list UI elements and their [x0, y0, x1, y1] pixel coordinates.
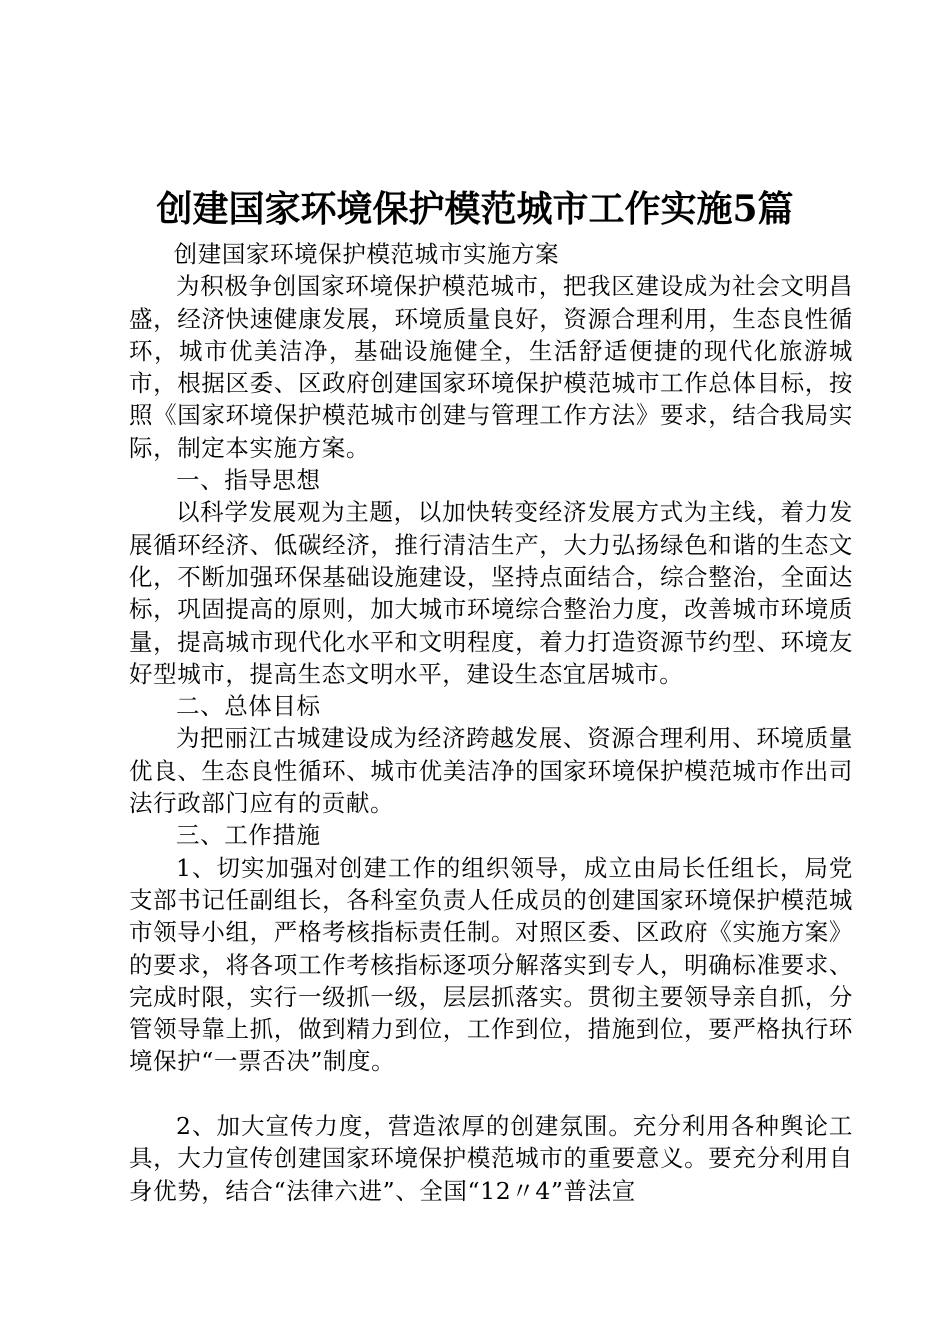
measure-2-paragraph: 2、加大宣传力度，营造浓厚的创建氛围。充分利用各种舆论工具，大力宣传创建国家环境保护模范城市的重要意义。要充分利用自身优势，结合“法律六进”、全国“12〃4”普法宣: [129, 1112, 853, 1205]
section-heading-work-measures: 三、工作措施: [176, 821, 321, 850]
guiding-thought-paragraph: 以科学发展观为主题，以加快转变经济发展方式为主线，着力发展循环经济、低碳经济，推行清洁生产，大力弘扬绿色和谐的生态文化，不断加强环保基础设施建设，坚持点面结合，综合整治，全面达标，巩固提高的原则，加大城市环境综合整治力度，改善城市环境质量，提高城市现代化水平和文明程度，着力打造资源节约型、环境友好型城市，提高生态文明水平，建设生态宜居城市。: [129, 498, 853, 688]
intro-paragraph: 为积极争创国家环境保护模范城市，把我区建设成为社会文明昌盛，经济快速健康发展，环境质量良好，资源合理利用，生态良性循环，城市优美洁净，基础设施健全，生活舒适便捷的现代化旅游城市，根据区委、区政府创建国家环境保护模范城市工作总体目标，按照《国家环境保护模范城市创建与管理工作方法》要求，结合我局实际，制定本实施方案。: [129, 272, 853, 462]
section-heading-guiding-thought: 一、指导思想: [176, 466, 321, 495]
paragraph-spacer: [129, 1078, 853, 1110]
document-subtitle: 创建国家环境保护模范城市实施方案: [173, 240, 560, 268]
measure-1-paragraph: 1、切实加强对创建工作的组织领导，成立由局长任组长，局党支部书记任副组长，各科室负责人任成员的创建国家环境保护模范城市领导小组，严格考核指标责任制。对照区委、区政府《实施方案》的要求，将各项工作考核指标逐项分解落实到专人，明确标准要求、完成时限，实行一级抓一级，层层抓落实。贯彻主要领导亲自抓，分管领导靠上抓，做到精力到位，工作到位，措施到位，要严格执行环境保护“一票否决”制度。: [129, 853, 853, 1076]
document-body: [129, 238, 853, 1207]
section-heading-overall-goal: 二、总体目标: [176, 692, 321, 721]
overall-goal-paragraph: 为把丽江古城建设成为经济跨越发展、资源合理利用、环境质量优良、生态良性循环、城市优美洁净的国家环境保护模范城市作出司法行政部门应有的贡献。: [129, 724, 853, 818]
document-title: 创建国家环境保护模范城市工作实施5篇: [156, 188, 794, 230]
